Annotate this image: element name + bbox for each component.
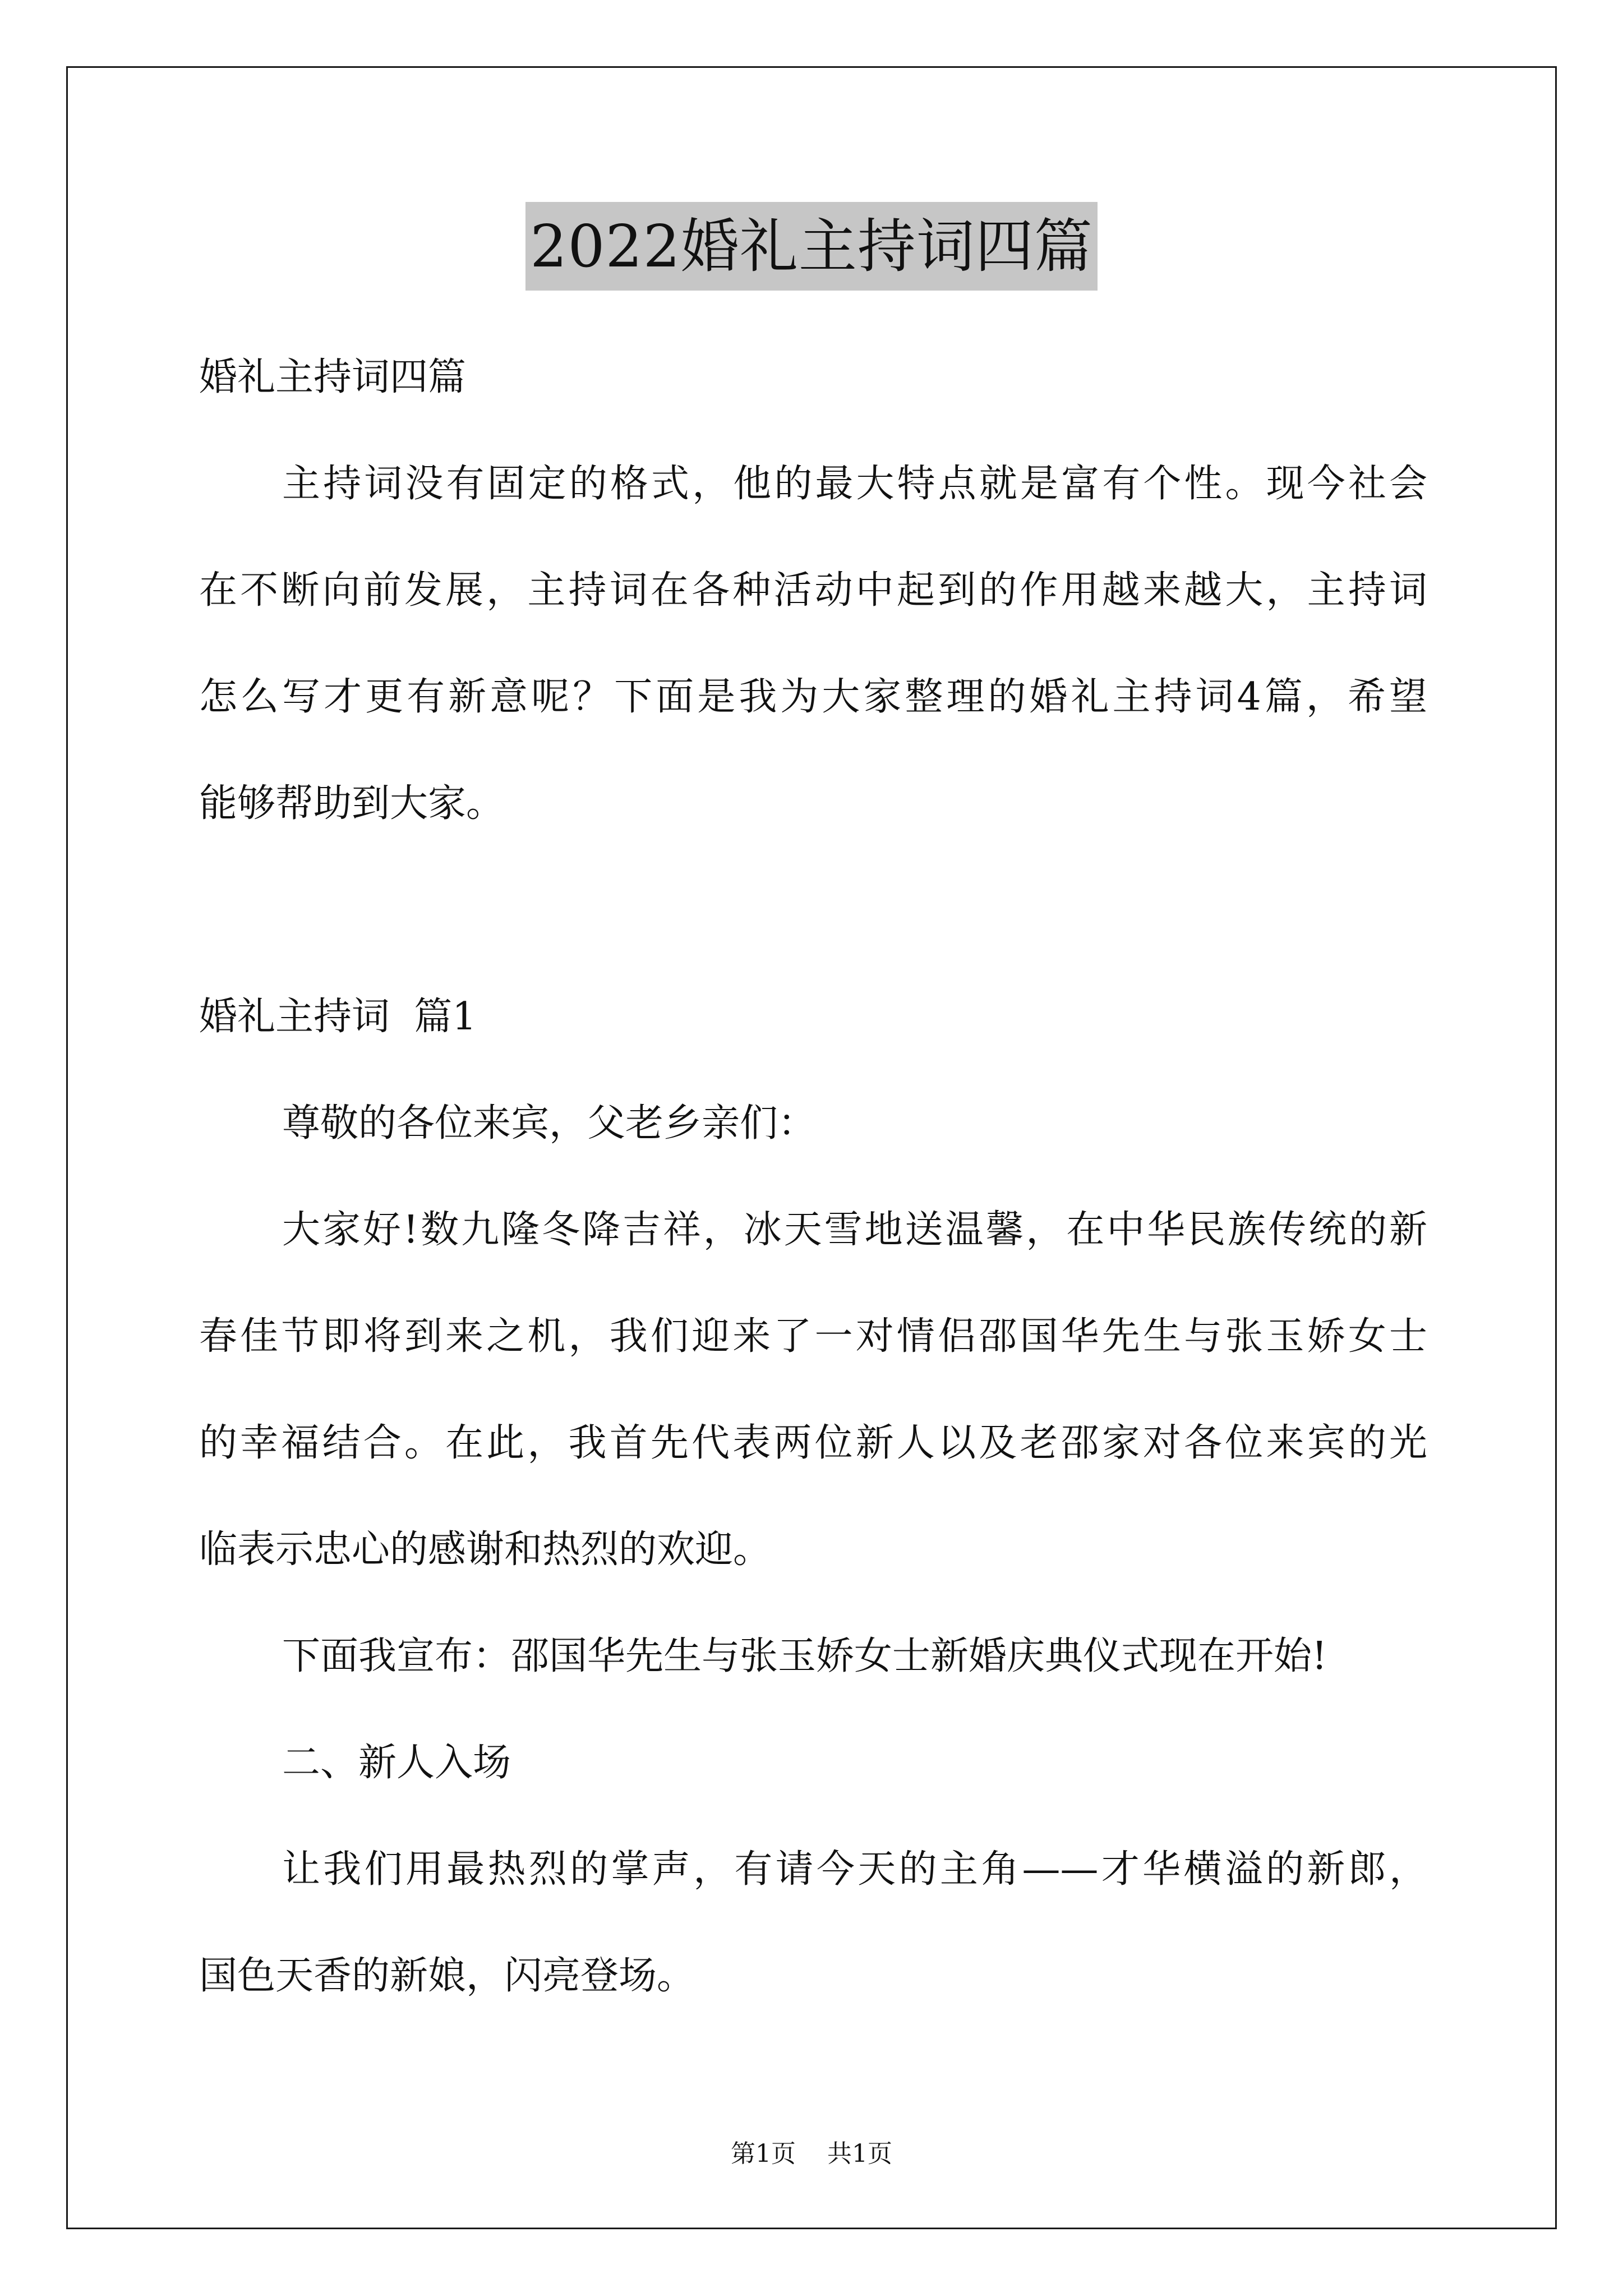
section-heading: 婚礼主持词 篇1	[199, 995, 477, 1039]
step-heading: 二、新人入场	[282, 1741, 511, 1785]
title-container	[0, 202, 1623, 291]
para1-line-3: 的幸福结合。在此，我首先代表两位新人以及老邵家对各位来宾的光	[199, 1421, 1427, 1465]
intro-line-4: 能够帮助到大家。	[199, 781, 505, 826]
intro-line-2: 在不断向前发展，主持词在各种活动中起到的作用越来越大，主持词	[199, 568, 1427, 613]
greeting-line: 尊敬的各位来宾，父老乡亲们：	[282, 1101, 817, 1145]
announcement-line: 下面我宣布：邵国华先生与张玉娇女士新婚庆典仪式现在开始!	[282, 1634, 1327, 1678]
para1-line-2: 春佳节即将到来之机，我们迎来了一对情侣邵国华先生与张玉娇女士	[199, 1314, 1427, 1359]
intro-line-1: 主持词没有固定的格式，他的最大特点就是富有个性。现今社会	[282, 462, 1427, 506]
para1-line-4: 临表示忠心的感谢和热烈的欢迎。	[199, 1527, 772, 1572]
document-subtitle: 婚礼主持词四篇	[199, 355, 467, 399]
document-title: 2022婚礼主持词四篇	[525, 202, 1098, 291]
para1-line-1: 大家好!数九隆冬降吉祥，冰天雪地送温馨，在中华民族传统的新	[282, 1208, 1427, 1252]
para2-line-2: 国色天香的新娘，闪亮登场。	[199, 1954, 695, 1998]
para2-line-1: 让我们用最热烈的掌声，有请今天的主角——才华横溢的新郎，	[282, 1847, 1427, 1892]
intro-line-3: 怎么写才更有新意呢？下面是我为大家整理的婚礼主持词4篇，希望	[199, 675, 1427, 719]
page-footer: 第1页 共1页	[731, 2139, 892, 2168]
